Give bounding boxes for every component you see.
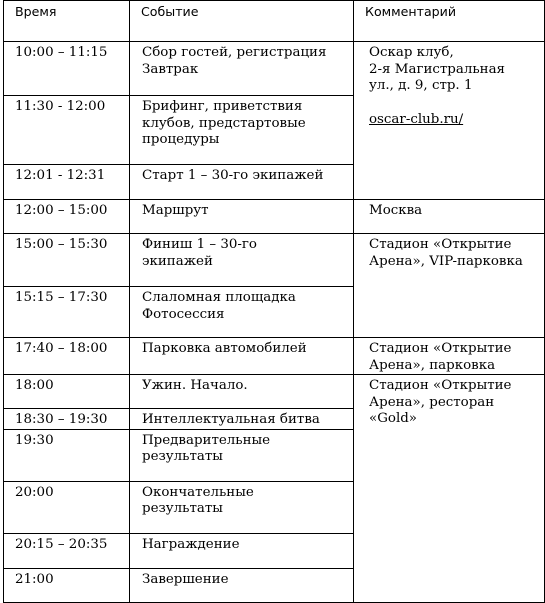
event-cell: [130, 481, 354, 533]
comment-line: «Gold»: [369, 411, 417, 426]
event-line: Награждение: [142, 536, 240, 552]
event-line: Маршрут: [142, 203, 209, 218]
comment-line: Оскар клуб,: [369, 45, 454, 60]
time-cell: 21:00: [4, 568, 130, 602]
event-line: результаты: [142, 449, 223, 464]
comment-cell: [354, 42, 545, 200]
time-cell: 20:00: [4, 481, 130, 533]
comment-line: Арена», VIP-парковка: [369, 253, 523, 269]
header-event: Событие: [130, 1, 354, 42]
event-cell: [130, 375, 354, 409]
header-comment: Комментарий: [354, 1, 545, 42]
event-cell: [130, 409, 354, 430]
schedule-table: [3, 0, 545, 603]
event-line: Завтрак: [142, 61, 199, 77]
event-line: результаты: [142, 501, 223, 516]
event-cell: [130, 42, 354, 96]
website-link[interactable]: oscar-club.ru/: [369, 111, 464, 127]
comment-line: Арена», ресторан: [369, 394, 495, 410]
event-cell: [130, 96, 354, 165]
time-cell: 12:00 – 15:00: [4, 200, 130, 234]
time-cell: 15:15 – 17:30: [4, 287, 130, 338]
table-row: [4, 200, 545, 234]
event-line: Парковка автомобилей: [142, 341, 307, 356]
event-line: Фотосессия: [142, 306, 225, 322]
time-cell: 10:00 – 11:15: [4, 42, 130, 96]
event-cell: [130, 568, 354, 602]
time-cell: 15:00 – 15:30: [4, 234, 130, 287]
comment-line: 2-я Магистральная: [369, 61, 505, 77]
time-cell: 12:01 - 12:31: [4, 165, 130, 200]
comment-cell: [354, 200, 545, 234]
event-cell: [130, 338, 354, 375]
comment-line: Стадион «Открытие: [369, 341, 512, 356]
event-line: Ужин. Начало.: [142, 378, 248, 393]
time-cell: 18:30 – 19:30: [4, 409, 130, 430]
event-line: Предварительные: [142, 432, 271, 448]
time-cell: 17:40 – 18:00: [4, 338, 130, 375]
event-line: Брифинг, приветствия: [142, 99, 303, 114]
time-cell: 11:30 - 12:00: [4, 96, 130, 165]
event-line: экипажей: [142, 253, 213, 269]
time-cell: 19:30: [4, 429, 130, 481]
event-line: Финиш 1 – 30-го: [142, 237, 257, 252]
comment-cell: [354, 338, 545, 375]
table-row: [4, 42, 545, 96]
event-line: Старт 1 – 30-го экипажей: [142, 168, 324, 183]
comment-cell: [354, 234, 545, 338]
event-cell: [130, 234, 354, 287]
event-line: Слаломная площадка: [142, 290, 296, 305]
comment-line: Арена», парковка: [369, 357, 496, 373]
time-cell: 18:00: [4, 375, 130, 409]
event-cell: [130, 429, 354, 481]
table-row: [4, 234, 545, 287]
event-cell: [130, 200, 354, 234]
table-row: [4, 375, 545, 409]
comment-cell: [354, 375, 545, 603]
event-line: Интеллектуальная битва: [142, 412, 320, 427]
event-cell: [130, 165, 354, 200]
comment-line: Стадион «Открытие: [369, 237, 512, 252]
event-line: Завершение: [142, 571, 229, 587]
event-line: Сбор гостей, регистрация: [142, 45, 327, 60]
time-cell: 20:15 – 20:35: [4, 533, 130, 568]
comment-line: Стадион «Открытие: [369, 378, 512, 393]
event-line: процедуры: [142, 132, 220, 147]
header-row: [4, 1, 545, 42]
comment-line: ул., д. 9, стр. 1: [369, 78, 473, 93]
header-time: Время: [4, 1, 130, 42]
comment-line: Москва: [369, 203, 423, 218]
table-row: [4, 338, 545, 375]
event-cell: [130, 533, 354, 568]
event-cell: [130, 287, 354, 338]
event-line: клубов, предстартовые: [142, 115, 306, 131]
event-line: Окончательные: [142, 484, 254, 500]
